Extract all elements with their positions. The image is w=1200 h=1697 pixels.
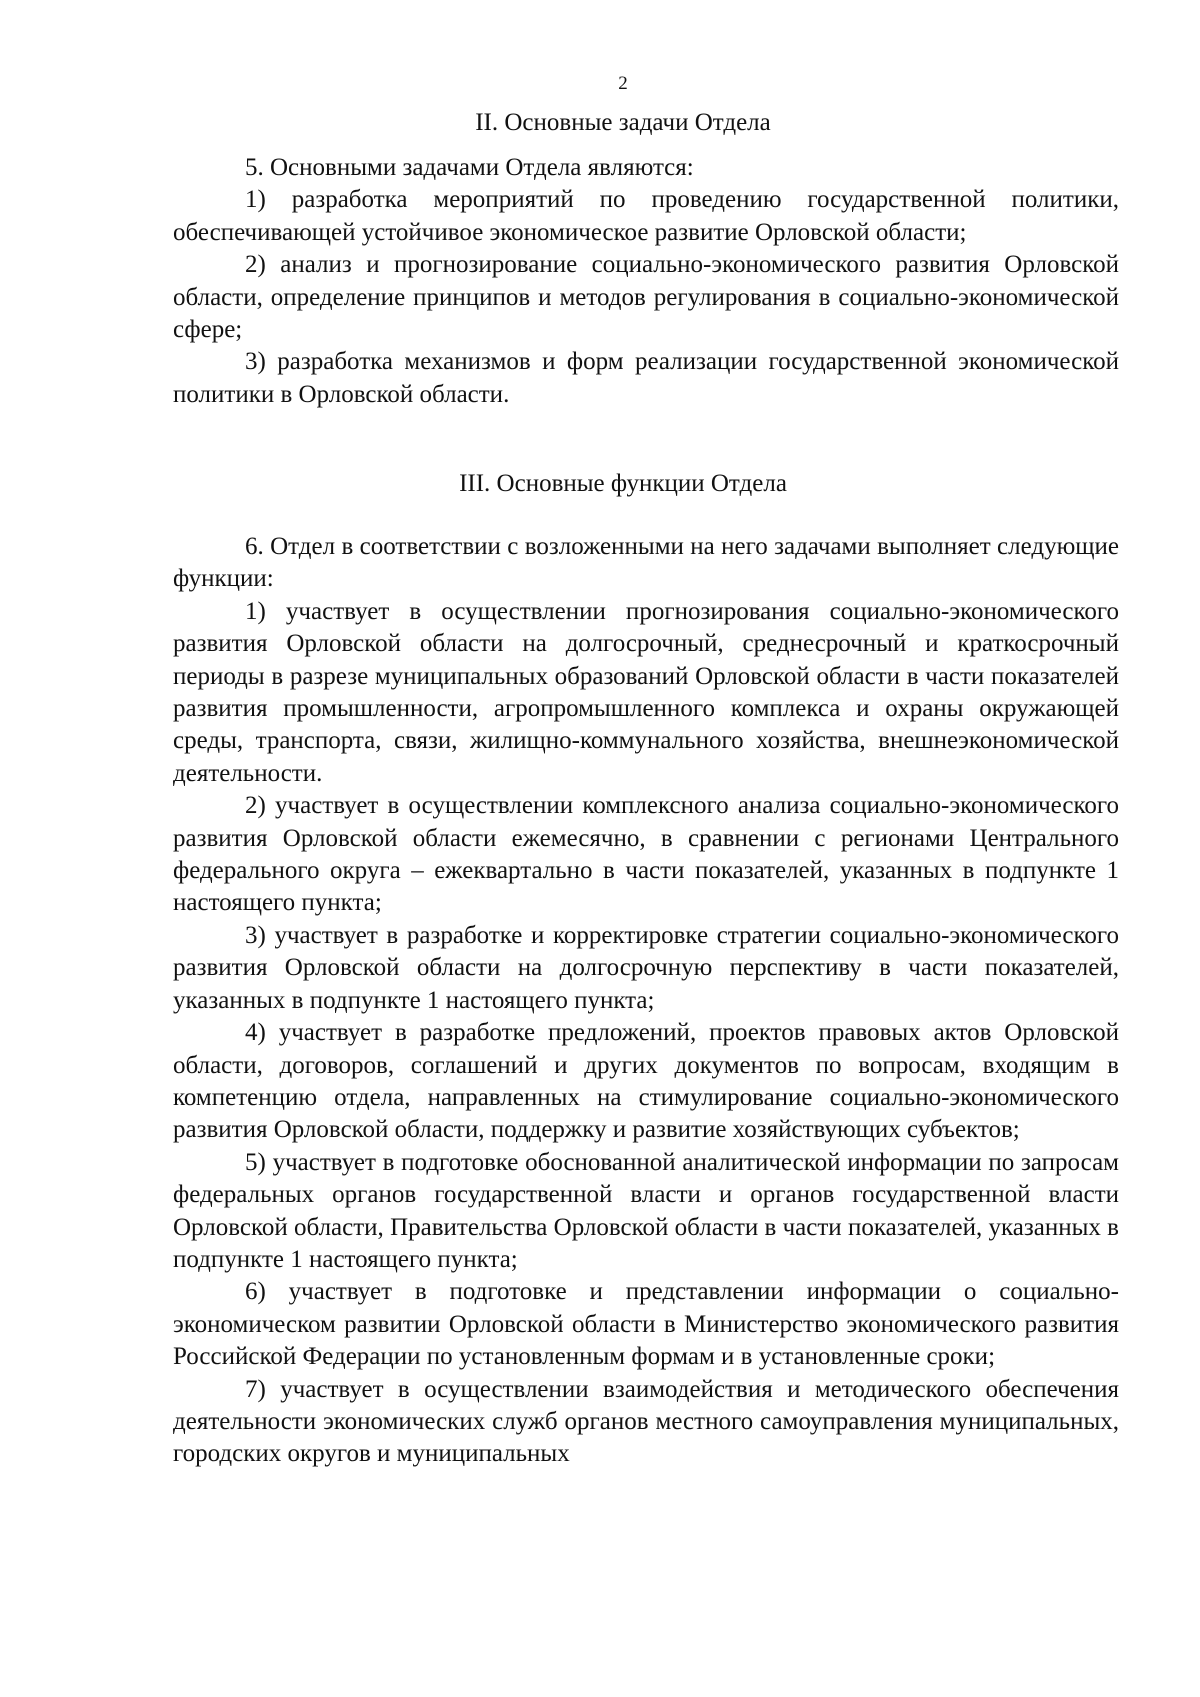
section-body-functions: [173, 531, 1119, 1471]
paragraph: 1) участвует в осуществлении прогнозирования социально-экономического развития Орловской области на долгосрочный, среднесрочный и краткосрочный периоды в разрезе муниципальных образований Орловской области в части показателей развития промышленности, агропромышленного комплекса и охраны окружающей среды, транспорта, связи, жилищно-коммунального хозяйства, внешнеэкономической деятельности.: [173, 597, 1119, 787]
paragraph: 5. Основными задачами Отдела являются:: [245, 154, 694, 181]
section-body-tasks: [173, 152, 1119, 411]
paragraph: 4) участвует в разработке предложений, проектов правовых актов Орловской области, договоров, соглашений и других документов по вопросам, входящим в компетенцию отдела, направленных на стимулирование социально-экономического развития Орловской области, поддержку и развитие хозяйствующих субъектов;: [173, 1019, 1119, 1144]
paragraph: 6) участвует в подготовке и представлении информации о социально-экономическом развитии Орловской области в Министерство экономического развития Российской Федерации по установленным формам и в установленные сроки;: [173, 1278, 1119, 1371]
paragraph: 6. Отдел в соответствии с возложенными на него задачами выполняет следующие функции:: [173, 533, 1119, 593]
paragraph: 2) анализ и прогнозирование социально-экономического развития Орловской области, определение принципов и методов регулирования в социально-экономической сфере;: [173, 251, 1119, 344]
paragraph: 2) участвует в осуществлении комплексного анализа социально-экономического развития Орловской области ежемесячно, в сравнении с регионами Центрального федерального округа – ежеквартально в части показателей, указанных в подпункте 1 настоящего пункта;: [173, 792, 1119, 917]
paragraph: 3) участвует в разработке и корректировке стратегии социально-экономического развития Орловской области на долгосрочную перспективу в части показателей, указанных в подпункте 1 настоящего пункта;: [173, 921, 1119, 1014]
paragraph: 3) разработка механизмов и форм реализации государственной экономической политики в Орловской области.: [173, 348, 1119, 408]
section-heading-functions: III. Основные функции Отдела: [459, 470, 787, 497]
page-number: 2: [618, 73, 628, 94]
paragraph: 7) участвует в осуществлении взаимодействия и методического обеспечения деятельности экономических служб органов местного самоуправления муниципальных, городских округов и муниципальных: [173, 1375, 1119, 1468]
section-heading-tasks: II. Основные задачи Отдела: [475, 109, 771, 136]
paragraph: 5) участвует в подготовке обоснованной аналитической информации по запросам федеральных органов государственной власти и органов государственной власти Орловской области, Правительства Орловской области в части показателей, указанных в подпункте 1 настоящего пункта;: [173, 1148, 1119, 1273]
paragraph: 1) разработка мероприятий по проведению государственной политики, обеспечивающей устойчивое экономическое развитие Орловской области;: [173, 186, 1119, 246]
